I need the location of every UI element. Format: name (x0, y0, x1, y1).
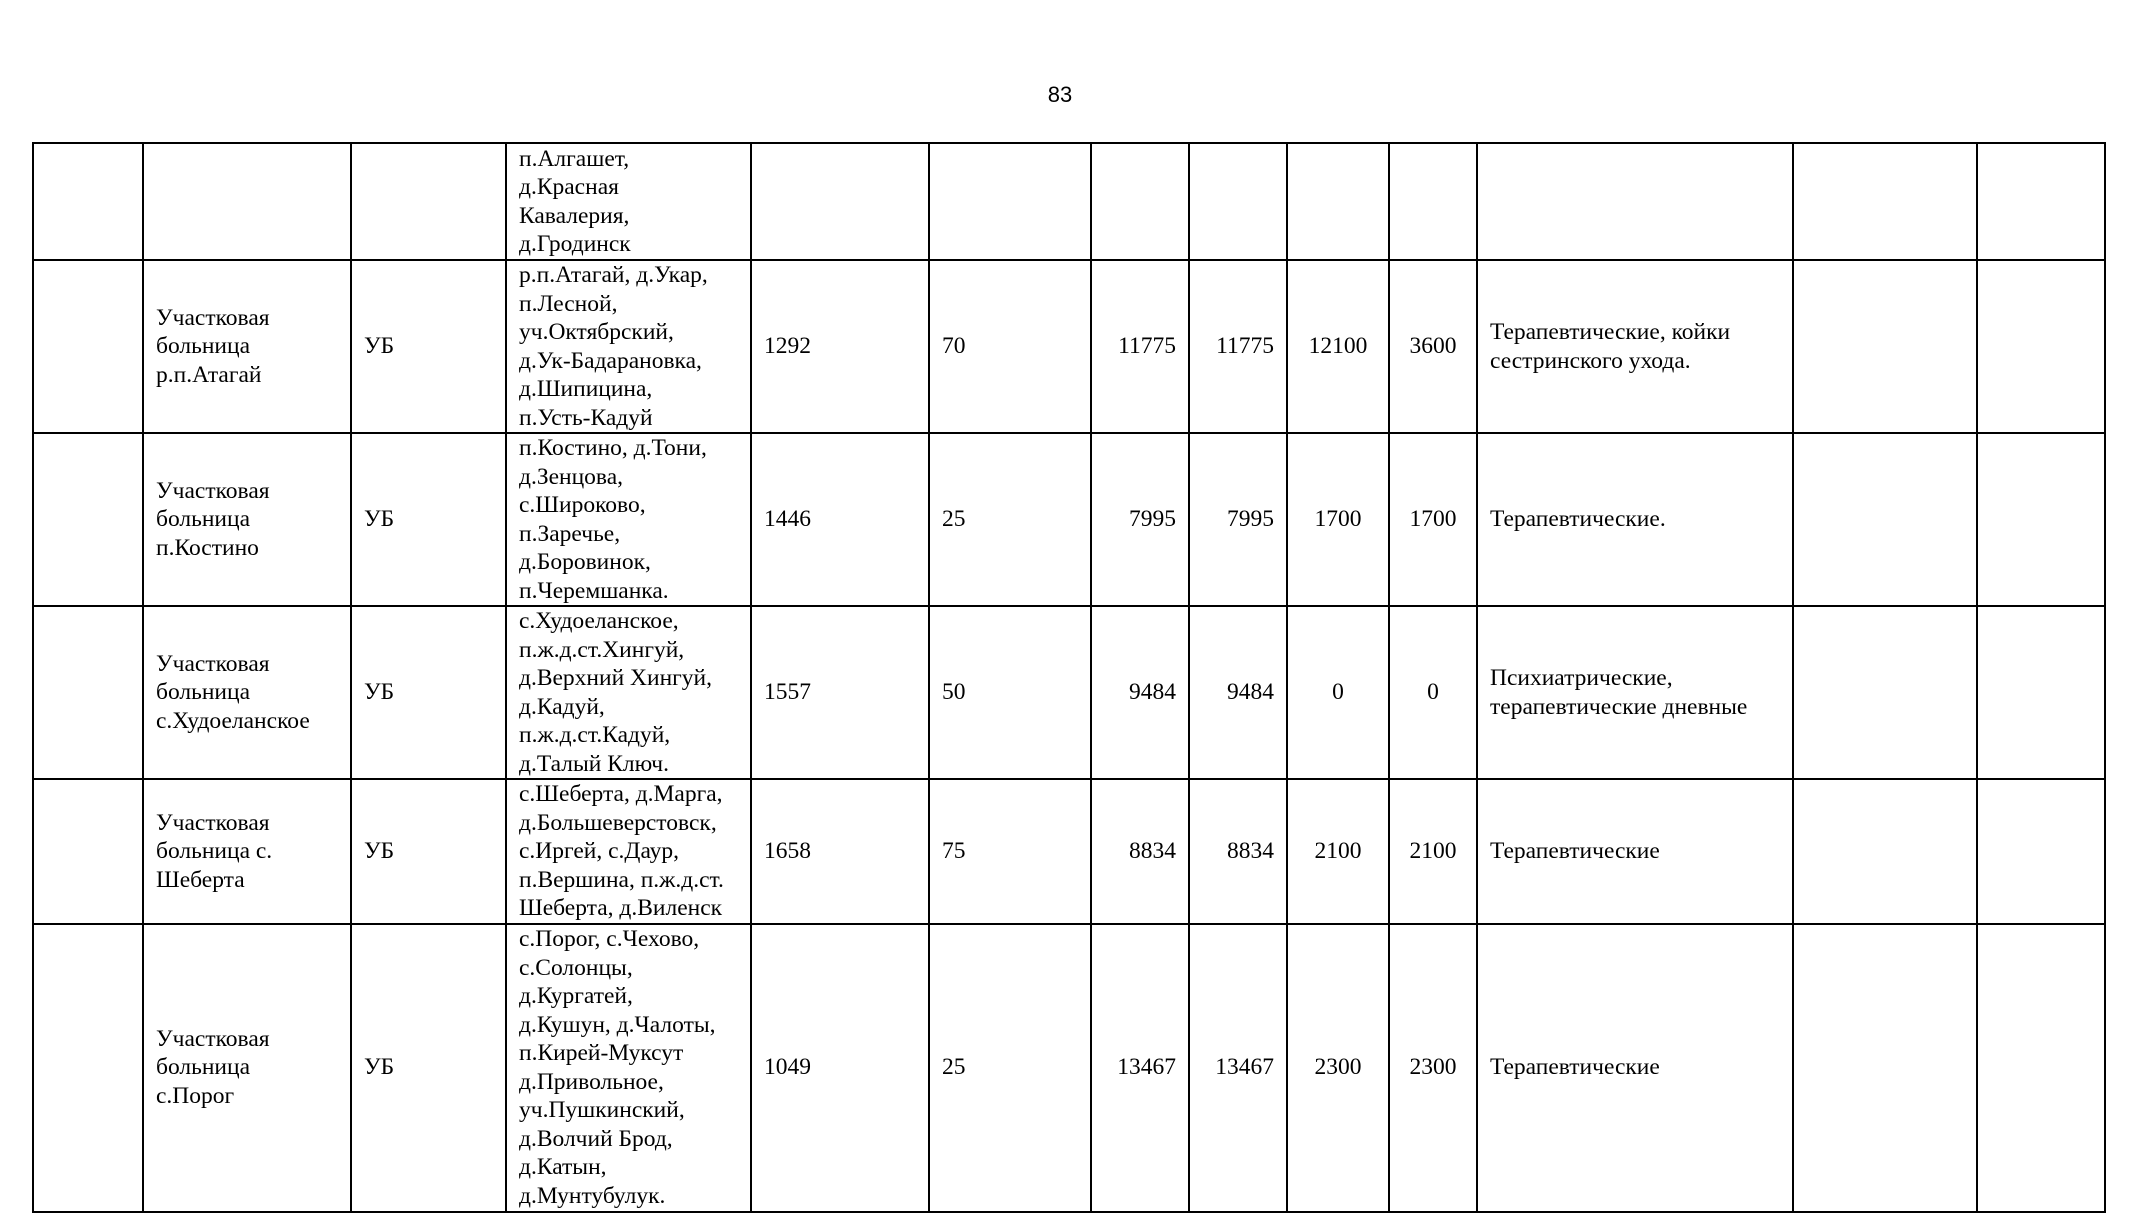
value-cell-5: 2100 (1287, 779, 1389, 924)
settlements-cell (506, 433, 751, 606)
value-cell-1: 1446 (751, 433, 929, 606)
settlements-cell-line: Кавалерия, (519, 202, 630, 229)
settlements-cell-line: п.Усть-Кадуй (519, 404, 653, 431)
profile-cell-line: Терапевтические (1490, 838, 1660, 864)
settlements-cell-line: д.Мунтубулук. (519, 1182, 666, 1209)
hospital-name-cell-line: п.Костино (156, 534, 259, 561)
value-cell-3: 7995 (1091, 433, 1189, 606)
extra-cell-1 (1793, 433, 1977, 606)
settlements-cell-line: д.Красная (519, 174, 619, 200)
settlements-cell-line: с.Порог, с.Чехово, (519, 926, 700, 952)
extra-cell-2 (1977, 924, 2105, 1212)
hospital-name-cell-line: Участковая (156, 304, 270, 331)
hospital-type-cell: УБ (351, 924, 506, 1212)
hospital-name-cell-line: Участковая (156, 809, 270, 836)
value-cell-2: 75 (929, 779, 1091, 924)
value-cell-6: 1700 (1389, 433, 1477, 606)
settlements-cell-line: с.Худоеланское, (519, 608, 679, 634)
row-index-cell (33, 433, 143, 606)
value-cell-4: 11775 (1189, 260, 1287, 433)
extra-cell-2 (1977, 260, 2105, 433)
extra-cell-1 (1793, 143, 1977, 260)
settlements-cell-line: с.Широково, (519, 492, 646, 518)
value-cell-3 (1091, 143, 1189, 260)
settlements-cell-line: п.Кирей-Муксут (519, 1040, 684, 1066)
hospital-type-cell (351, 143, 506, 260)
hospital-name-cell (143, 143, 351, 260)
value-cell-3: 11775 (1091, 260, 1189, 433)
settlements-cell (506, 260, 751, 433)
extra-cell-1 (1793, 260, 1977, 433)
value-cell-6 (1389, 143, 1477, 260)
settlements-cell-line: д.Катын, (519, 1154, 607, 1180)
settlements-cell-line: д.Шипицина, (519, 376, 653, 402)
settlements-cell-line: уч.Пушкинский, (519, 1097, 685, 1123)
profile-cell (1477, 143, 1793, 260)
hospital-name-cell-line: Шеберта (156, 866, 245, 893)
value-cell-3: 13467 (1091, 924, 1189, 1212)
value-cell-3: 9484 (1091, 606, 1189, 779)
row-index-cell (33, 143, 143, 260)
settlements-cell-line: д.Волчий Брод, (519, 1125, 673, 1152)
extra-cell-2 (1977, 143, 2105, 260)
hospital-name-cell-line: Участковая (156, 1025, 270, 1052)
settlements-cell (506, 143, 751, 260)
table-row (33, 433, 2105, 606)
extra-cell-2 (1977, 779, 2105, 924)
hospital-name-cell-line: р.п.Атагай (156, 361, 262, 388)
value-cell-2: 25 (929, 924, 1091, 1212)
settlements-cell-line: д.Талый Ключ. (519, 750, 669, 777)
hospital-name-cell-line: больница (156, 1054, 250, 1081)
profile-cell-line: Психиатрические, (1490, 665, 1673, 691)
hospital-type-cell: УБ (351, 779, 506, 924)
settlements-cell (506, 779, 751, 924)
hospital-type-cell: УБ (351, 260, 506, 433)
settlements-cell-line: уч.Октябрский, (519, 319, 674, 345)
profile-cell-line: сестринского ухода. (1490, 347, 1691, 374)
hospital-name-cell (143, 606, 351, 779)
value-cell-6: 3600 (1389, 260, 1477, 433)
value-cell-5: 2300 (1287, 924, 1389, 1212)
hospital-type-cell: УБ (351, 606, 506, 779)
settlements-cell-line: с.Солонцы, (519, 954, 633, 981)
value-cell-5: 1700 (1287, 433, 1389, 606)
settlements-cell-line: п.Алгашет, (519, 145, 630, 172)
hospital-name-cell (143, 260, 351, 433)
value-cell-5 (1287, 143, 1389, 260)
hospitals-table (32, 142, 2106, 1213)
profile-cell (1477, 433, 1793, 606)
row-index-cell (33, 924, 143, 1212)
value-cell-4: 9484 (1189, 606, 1287, 779)
extra-cell-1 (1793, 924, 1977, 1212)
profile-cell-line: терапевтические дневные (1490, 693, 1748, 720)
hospital-name-cell-line: больница (156, 506, 250, 533)
value-cell-2 (929, 143, 1091, 260)
table-row (33, 606, 2105, 779)
settlements-cell-line: п.ж.д.ст.Хингуй, (519, 636, 685, 663)
profile-cell-line: Терапевтические, койки (1490, 319, 1731, 345)
value-cell-5: 0 (1287, 606, 1389, 779)
extra-cell-2 (1977, 606, 2105, 779)
value-cell-1 (751, 143, 929, 260)
hospital-name-cell-line: Участковая (156, 477, 270, 504)
settlements-cell (506, 606, 751, 779)
profile-cell (1477, 779, 1793, 924)
row-index-cell (33, 260, 143, 433)
extra-cell-1 (1793, 779, 1977, 924)
hospital-name-cell-line: с.Порог (156, 1082, 235, 1109)
settlements-cell-line: д.Верхний Хингуй, (519, 665, 713, 691)
settlements-cell-line: д.Большеверстовск, (519, 809, 717, 836)
value-cell-1: 1049 (751, 924, 929, 1212)
value-cell-1: 1557 (751, 606, 929, 779)
settlements-cell-line: п.Лесной, (519, 290, 618, 317)
settlements-cell-line: д.Кушун, д.Чалоты, (519, 1011, 716, 1038)
profile-cell (1477, 924, 1793, 1212)
settlements-cell-line: д.Зенцова, (519, 463, 624, 490)
settlements-cell-line: п.Вершина, п.ж.д.ст. (519, 866, 724, 893)
table-row (33, 143, 2105, 260)
hospital-type-cell: УБ (351, 433, 506, 606)
value-cell-6: 2100 (1389, 779, 1477, 924)
settlements-cell-line: д.Кадуй, (519, 693, 605, 720)
settlements-cell-line: д.Привольное, (519, 1068, 664, 1095)
value-cell-5: 12100 (1287, 260, 1389, 433)
value-cell-2: 50 (929, 606, 1091, 779)
settlements-cell (506, 924, 751, 1212)
profile-cell-line: Терапевтические (1490, 1054, 1660, 1081)
settlements-cell-line: Шеберта, д.Виленск (519, 895, 723, 921)
value-cell-2: 25 (929, 433, 1091, 606)
value-cell-4: 8834 (1189, 779, 1287, 924)
value-cell-4: 13467 (1189, 924, 1287, 1212)
table-row (33, 924, 2105, 1212)
settlements-cell-line: р.п.Атагай, д.Укар, (519, 262, 708, 288)
profile-cell (1477, 606, 1793, 779)
value-cell-2: 70 (929, 260, 1091, 433)
profile-cell-line: Терапевтические. (1490, 506, 1666, 533)
hospital-name-cell-line: с.Худоеланское (156, 707, 310, 734)
hospital-name-cell (143, 779, 351, 924)
settlements-cell-line: с.Шеберта, д.Марга, (519, 781, 723, 807)
hospital-name-cell-line: Участковая (156, 650, 270, 677)
settlements-cell-line: п.ж.д.ст.Кадуй, (519, 722, 671, 748)
row-index-cell (33, 606, 143, 779)
profile-cell (1477, 260, 1793, 433)
settlements-cell-line: д.Гродинск (519, 231, 631, 257)
hospital-name-cell-line: больница (156, 679, 250, 706)
value-cell-6: 2300 (1389, 924, 1477, 1212)
settlements-cell-line: п.Заречье, (519, 520, 621, 547)
table-row (33, 779, 2105, 924)
settlements-cell-line: с.Иргей, с.Даур, (519, 838, 680, 864)
row-index-cell (33, 779, 143, 924)
hospital-name-cell-line: больница (156, 333, 250, 360)
settlements-cell-line: д.Кургатей, (519, 983, 633, 1009)
hospital-name-cell (143, 433, 351, 606)
hospital-name-cell-line: больница с. (156, 838, 273, 864)
settlements-cell-line: п.Костино, д.Тони, (519, 435, 707, 461)
table-row (33, 260, 2105, 433)
hospital-name-cell (143, 924, 351, 1212)
value-cell-3: 8834 (1091, 779, 1189, 924)
value-cell-4 (1189, 143, 1287, 260)
extra-cell-2 (1977, 433, 2105, 606)
extra-cell-1 (1793, 606, 1977, 779)
value-cell-1: 1292 (751, 260, 929, 433)
value-cell-6: 0 (1389, 606, 1477, 779)
value-cell-1: 1658 (751, 779, 929, 924)
settlements-cell-line: д.Ук-Бадарановка, (519, 347, 702, 374)
value-cell-4: 7995 (1189, 433, 1287, 606)
settlements-cell-line: д.Боровинок, (519, 549, 651, 575)
page-number: 83 (1047, 82, 1073, 107)
settlements-cell-line: п.Черемшанка. (519, 577, 669, 604)
